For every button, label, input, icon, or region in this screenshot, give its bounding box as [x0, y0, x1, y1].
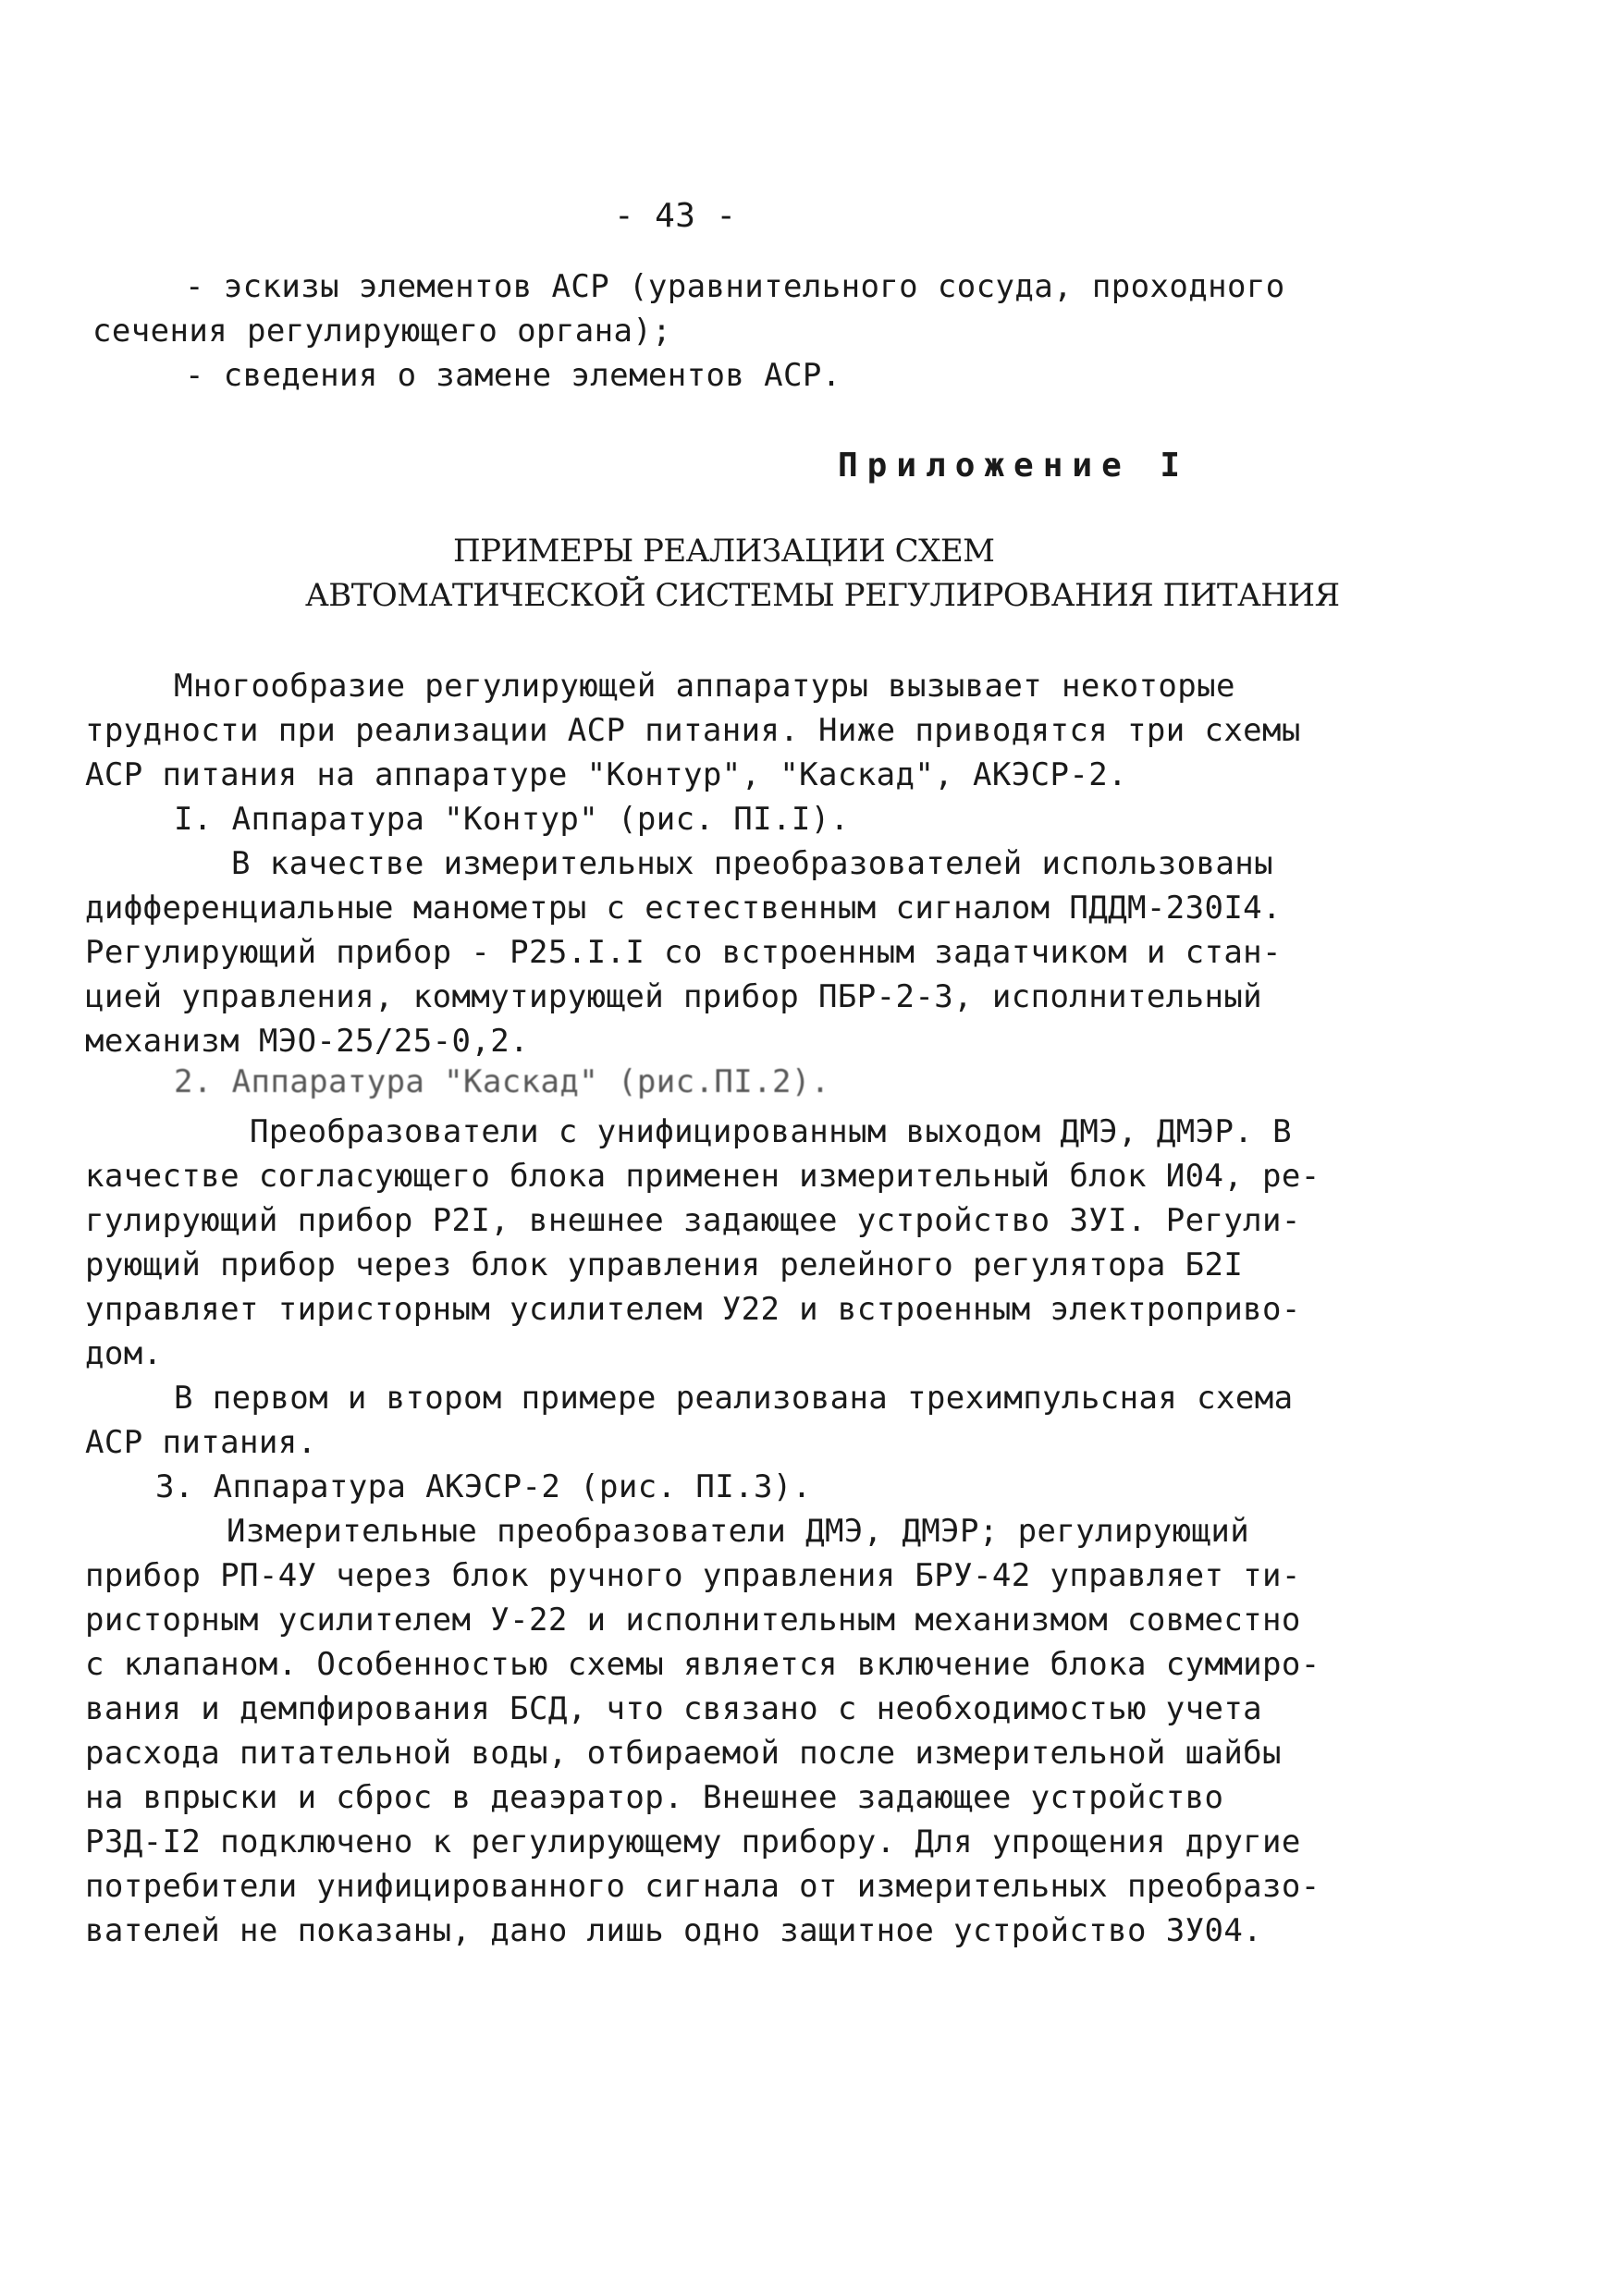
body-line: качестве согласующего блока применен измерительный блок И04, ре-	[85, 1158, 1320, 1195]
body-line: гулирующий прибор Р2I, внешнее задающее устройство ЗУI. Регули-	[85, 1202, 1301, 1239]
body-line: АСР питания.	[85, 1424, 317, 1461]
body-line: 3. Аппаратура АКЭСР-2 (рис. ПI.3).	[155, 1468, 812, 1505]
body-line: расхода питательной воды, отбираемой после измерительной шайбы	[85, 1735, 1282, 1772]
intro-line: сечения регулирующего органа);	[92, 313, 672, 350]
intro-line: - сведения о замене элементов АСР.	[185, 357, 841, 394]
body-line: РЗД-I2 подключено к регулирующему прибору. Для упрощения другие	[85, 1823, 1301, 1860]
body-line: прибор РП-4У через блок ручного управления БРУ-42 управляет ти-	[85, 1557, 1301, 1594]
body-line: Измерительные преобразователи ДМЭ, ДМЭР; регулирующий	[227, 1513, 1250, 1550]
body-line: механизм МЭО-25/25-0,2.	[85, 1023, 530, 1060]
body-line: трудности при реализации АСР питания. Ниже приводятся три схемы	[85, 712, 1301, 749]
body-line: В качестве измерительных преобразователей использованы	[231, 845, 1273, 882]
body-line: АСР питания на аппаратуре "Контур", "Каскад", АКЭСР-2.	[85, 756, 1127, 793]
section-title-line-2: АВТОМАТИЧЕСКОЙ СИСТЕМЫ РЕГУЛИРОВАНИЯ ПИТАНИЯ	[305, 577, 1340, 614]
body-line: на впрыски и сброс в деаэратор. Внешнее задающее устройство	[85, 1779, 1224, 1816]
body-line: Преобразователи с унифицированным выходом ДМЭ, ДМЭР. В	[250, 1113, 1292, 1150]
body-line: Многообразие регулирующей аппаратуры вызывает некоторые	[174, 668, 1235, 705]
body-line: цией управления, коммутирующей прибор ПБР-2-3, исполнительный	[85, 978, 1263, 1015]
section-title-line-1: ПРИМЕРЫ РЕАЛИЗАЦИИ СХЕМ	[453, 533, 995, 570]
appendix-heading: Приложение I	[838, 447, 1190, 485]
body-line: вателей не показаны, дано лишь одно защитное устройство ЗУ04.	[85, 1912, 1263, 1949]
body-line: ристорным усилителем У-22 и исполнительным механизмом совместно	[85, 1602, 1301, 1639]
intro-line: - эскизы элементов АСР (уравнительного сосуда, проходного	[185, 268, 1285, 305]
body-line: управляет тиристорным усилителем У22 и встроенным электроприво-	[85, 1291, 1301, 1328]
body-line: Регулирующий прибор - Р25.I.I со встроенным задатчиком и стан-	[85, 934, 1282, 971]
body-line-faded: 2. Аппаратура "Каскад" (рис.ПI.2).	[174, 1063, 830, 1100]
body-line: дом.	[85, 1335, 163, 1372]
body-line: потребители унифицированного сигнала от измерительных преобразо-	[85, 1868, 1320, 1905]
body-line: дифференциальные манометры с естественным сигналом ПДДМ-230I4.	[85, 890, 1282, 927]
body-line: вания и демпфирования БСД, что связано с необходимостью учета	[85, 1690, 1263, 1727]
body-line: с клапаном. Особенностью схемы является включение блока суммиро-	[85, 1646, 1320, 1683]
body-line: В первом и втором примере реализована трехимпульсная схема	[174, 1380, 1294, 1417]
page-number: - 43 -	[614, 197, 737, 235]
body-line: I. Аппаратура "Контур" (рис. ПI.I).	[174, 801, 850, 838]
body-line: рующий прибор через блок управления релейного регулятора Б2I	[85, 1246, 1244, 1283]
